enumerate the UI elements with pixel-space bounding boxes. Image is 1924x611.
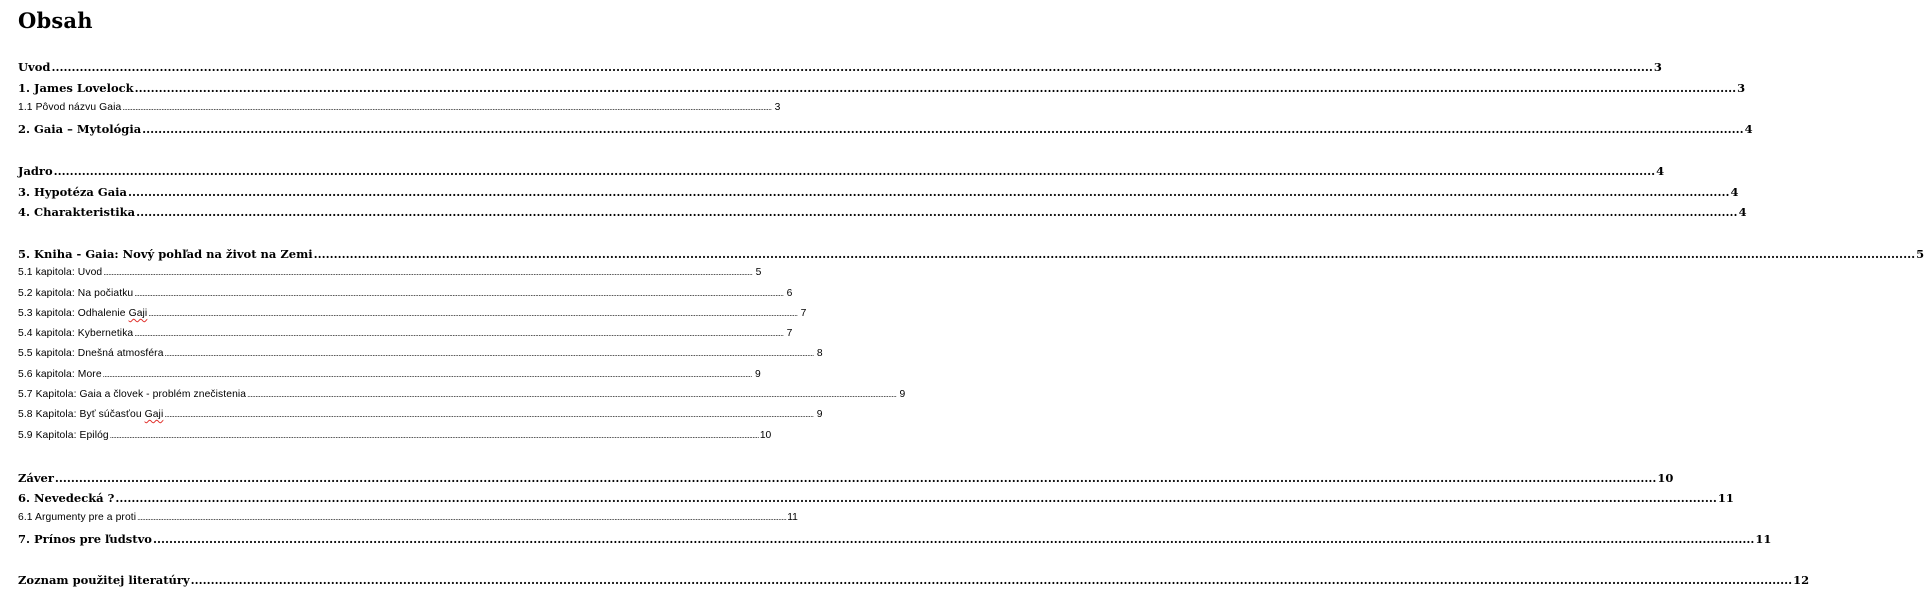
toc-entry-kniha[interactable] xyxy=(18,247,1924,261)
toc-entry-povod-nazvu[interactable] xyxy=(18,102,781,113)
toc-entry-5-6[interactable] xyxy=(18,369,761,380)
toc-entry-zoznam-literatury[interactable] xyxy=(18,573,1810,587)
dot-leader: ................................................................................................................................................................................................................................................................................................................................................................................................................ xyxy=(313,247,1916,261)
dot-leader: ................................................................................................................................................................................................................................................................................................................................................................................................................ xyxy=(115,491,1717,505)
dot-leader: ................................................................................................................................................................................................................................................................................................................................................................................................................ xyxy=(134,289,784,298)
toc-entry-5-1[interactable] xyxy=(18,267,762,278)
toc-page-number: 6 xyxy=(786,288,793,299)
toc-entry-5-3[interactable] xyxy=(18,308,807,319)
toc-page-number: 4 xyxy=(1738,205,1747,219)
toc-page-number: 3 xyxy=(1653,60,1662,74)
dot-leader: ................................................................................................................................................................................................................................................................................................................................................................................................................ xyxy=(53,164,1656,178)
toc-entry-label: 6. Nevedecká ? xyxy=(18,491,115,505)
toc-entry-label: 1.1 Pôvod názvu Gaia xyxy=(18,102,122,113)
toc-entry-zaver[interactable] xyxy=(18,471,1674,485)
toc-page-number: 9 xyxy=(899,389,906,400)
toc-title: Obsah xyxy=(18,8,93,33)
toc-page-number: 3 xyxy=(1737,81,1746,95)
toc-entry-label: 5.7 Kapitola: Gaia a človek - problém znečistenia xyxy=(18,389,247,400)
toc-entry-label: 6.1 Argumenty pre a proti xyxy=(18,512,137,523)
toc-entry-label: 4. Charakteristika xyxy=(18,205,136,219)
toc-entry-5-5[interactable] xyxy=(18,348,823,359)
dot-leader: ................................................................................................................................................................................................................................................................................................................................................................................................................ xyxy=(152,532,1755,546)
toc-page-number: 8 xyxy=(816,348,823,359)
toc-entry-label: 5.1 kapitola: Uvod xyxy=(18,267,103,278)
toc-entry-hypoteza[interactable] xyxy=(18,185,1739,199)
toc-entry-label: 5.6 kapitola: More xyxy=(18,369,102,380)
dot-leader: ................................................................................................................................................................................................................................................................................................................................................................................................................ xyxy=(122,103,772,112)
dot-leader: ................................................................................................................................................................................................................................................................................................................................................................................................................ xyxy=(134,81,1737,95)
toc-entry-label: Uvod xyxy=(18,60,51,74)
dot-leader: ................................................................................................................................................................................................................................................................................................................................................................................................................ xyxy=(148,309,798,318)
toc-page-number: 9 xyxy=(816,409,823,420)
toc-page-number: 4 xyxy=(1730,185,1739,199)
dot-leader: ................................................................................................................................................................................................................................................................................................................................................................................................................ xyxy=(247,390,897,399)
toc-entry-label: 5.2 kapitola: Na počiatku xyxy=(18,288,134,299)
toc-page-number: 11 xyxy=(787,512,798,523)
dot-leader: ................................................................................................................................................................................................................................................................................................................................................................................................................ xyxy=(127,185,1730,199)
toc-entry-label: 5.3 kapitola: Odhalenie Gaji xyxy=(18,308,148,319)
dot-leader: ................................................................................................................................................................................................................................................................................................................................................................................................................ xyxy=(164,410,814,419)
toc-entry-nevedecka[interactable] xyxy=(18,491,1734,505)
toc-entry-label: 5.4 kapitola: Kybernetika xyxy=(18,328,134,339)
toc-entry-jadro[interactable] xyxy=(18,164,1665,178)
dot-leader: ................................................................................................................................................................................................................................................................................................................................................................................................................ xyxy=(136,205,1738,219)
toc-page-number: 5 xyxy=(1916,247,1924,261)
toc-page-number: 9 xyxy=(755,369,761,380)
toc-entry-uvod[interactable] xyxy=(18,60,1662,74)
toc-page-number: 10 xyxy=(1657,471,1674,485)
toc-page-number: 11 xyxy=(1755,532,1772,546)
toc-entry-mytologia[interactable] xyxy=(18,122,1753,136)
toc-entry-label: 3. Hypotéza Gaia xyxy=(18,185,127,199)
toc-page-number: 10 xyxy=(759,430,772,441)
dot-leader: ................................................................................................................................................................................................................................................................................................................................................................................................................ xyxy=(103,268,753,277)
dot-leader: ................................................................................................................................................................................................................................................................................................................................................................................................................ xyxy=(109,431,759,440)
toc-entry-charakteristika[interactable] xyxy=(18,205,1747,219)
toc-page-number: 11 xyxy=(1717,491,1734,505)
dot-leader: ................................................................................................................................................................................................................................................................................................................................................................................................................ xyxy=(54,471,1657,485)
toc-entry-5-9[interactable] xyxy=(18,430,772,441)
toc-entry-label: Zoznam použitej literatúry xyxy=(18,573,190,587)
toc-page-number: 12 xyxy=(1793,573,1810,587)
toc-entry-label: 2. Gaia – Mytológia xyxy=(18,122,142,136)
toc-entry-5-7[interactable] xyxy=(18,389,906,400)
dot-leader: ................................................................................................................................................................................................................................................................................................................................................................................................................ xyxy=(102,370,752,379)
toc-entry-label: Záver xyxy=(18,471,54,485)
dot-leader: ................................................................................................................................................................................................................................................................................................................................................................................................................ xyxy=(134,329,784,338)
dot-leader: ................................................................................................................................................................................................................................................................................................................................................................................................................ xyxy=(190,573,1793,587)
toc-entry-prinos[interactable] xyxy=(18,532,1772,546)
toc-entry-5-2[interactable] xyxy=(18,288,793,299)
dot-leader: ................................................................................................................................................................................................................................................................................................................................................................................................................ xyxy=(137,513,787,522)
spellcheck-word: Gaji xyxy=(128,308,148,319)
toc-entry-label: 5.5 kapitola: Dnešná atmosféra xyxy=(18,348,164,359)
toc-entry-label: 1. James Lovelock xyxy=(18,81,134,95)
toc-page-number: 7 xyxy=(800,308,807,319)
toc-page-number: 4 xyxy=(1744,122,1753,136)
dot-leader: ................................................................................................................................................................................................................................................................................................................................................................................................................ xyxy=(51,60,1653,74)
toc-entry-james-lovelock[interactable] xyxy=(18,81,1746,95)
dot-leader: ................................................................................................................................................................................................................................................................................................................................................................................................................ xyxy=(164,349,814,358)
toc-page-number: 4 xyxy=(1656,164,1665,178)
dot-leader: ................................................................................................................................................................................................................................................................................................................................................................................................................ xyxy=(142,122,1744,136)
toc-entry-label: 5. Kniha - Gaia: Nový pohľad na život na Zemi xyxy=(18,247,313,261)
toc-entry-5-4[interactable] xyxy=(18,328,793,339)
toc-entry-6-1[interactable] xyxy=(18,512,798,523)
toc-entry-label: 5.9 Kapitola: Epilóg xyxy=(18,430,109,441)
toc-entry-label: 5.8 Kapitola: Byť súčasťou Gaji xyxy=(18,409,164,420)
toc-page-number: 5 xyxy=(755,267,762,278)
toc-page-number: 7 xyxy=(786,328,793,339)
toc-entry-5-8[interactable] xyxy=(18,409,823,420)
spellcheck-word: Gaji xyxy=(144,409,164,420)
toc-entry-label: Jadro xyxy=(18,164,53,178)
toc-entry-label: 7. Prínos pre ľudstvo xyxy=(18,532,152,546)
toc-page-number: 3 xyxy=(774,102,781,113)
